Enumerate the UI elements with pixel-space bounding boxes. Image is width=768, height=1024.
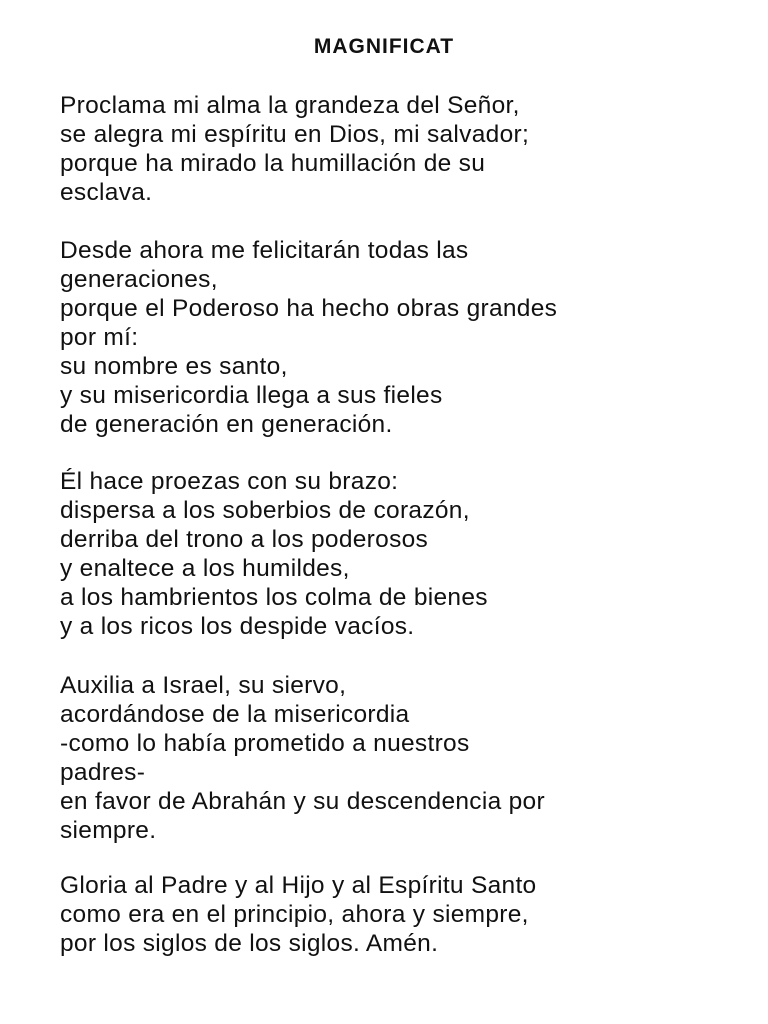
text-line: generaciones, [60, 266, 218, 293]
text-line: esclava. [60, 179, 153, 206]
stanza-5 [60, 871, 760, 958]
text-line: Gloria al Padre y al Hijo y al Espíritu Santo [60, 872, 537, 899]
text-line: Él hace proezas con su brazo: [60, 468, 399, 495]
text-line: de generación en generación. [60, 411, 393, 438]
text-line: Proclama mi alma la grandeza del Señor, [60, 92, 520, 119]
stanza-2 [60, 236, 760, 439]
text-line: -como lo había prometido a nuestros [60, 730, 470, 757]
text-line: y su misericordia llega a sus fieles [60, 382, 443, 409]
text-line: padres- [60, 759, 146, 786]
text-line: y a los ricos los despide vacíos. [60, 613, 415, 640]
stanza-3 [60, 467, 760, 641]
text-line: Auxilia a Israel, su siervo, [60, 672, 347, 699]
text-line: Desde ahora me felicitarán todas las [60, 237, 469, 264]
text-line: acordándose de la misericordia [60, 701, 410, 728]
stanza-4 [60, 671, 760, 845]
page-title: MAGNIFICAT [313, 35, 455, 58]
text-line: por los siglos de los siglos. Amén. [60, 930, 439, 957]
text-line: porque el Poderoso ha hecho obras grandes [60, 295, 558, 322]
text-line: su nombre es santo, [60, 353, 288, 380]
text-line: a los hambrientos los colma de bienes [60, 584, 488, 611]
text-line: y enaltece a los humildes, [60, 555, 350, 582]
text-line: siempre. [60, 817, 157, 844]
text-line: derriba del trono a los poderosos [60, 526, 429, 553]
text-line: como era en el principio, ahora y siempre, [60, 901, 529, 928]
text-line: dispersa a los soberbios de corazón, [60, 497, 470, 524]
text-line: por mí: [60, 324, 139, 351]
stanza-1 [60, 91, 760, 207]
text-line: se alegra mi espíritu en Dios, mi salvador; [60, 121, 530, 148]
text-line: en favor de Abrahán y su descendencia por [60, 788, 545, 815]
text-line: porque ha mirado la humillación de su [60, 150, 486, 177]
